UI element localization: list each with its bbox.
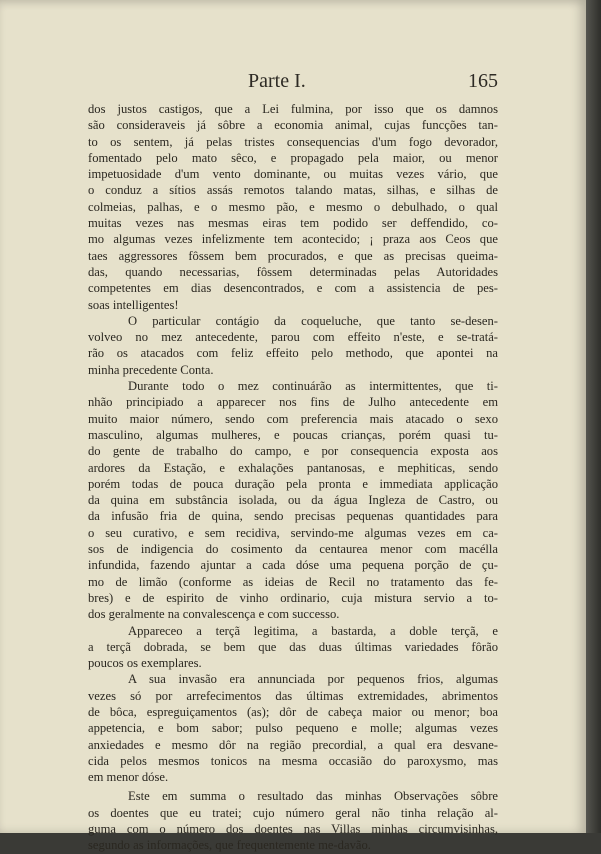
text-line: das, quando necessarias, fôssem determinadas pelas Autoridades	[88, 264, 498, 279]
text-line: nhão principiado a apparecer nos fins de Julho antecedente em	[88, 395, 498, 410]
text-line: vezes só por arrefecimentos das últimas extremidades, abrimentos	[88, 688, 498, 703]
text-line: da quina em substância isolada, ou da água Ingleza de Castro, ou	[88, 493, 498, 508]
text-line: impetuosidade d'um vento dominante, ou muitas vezes vário, que	[88, 167, 498, 182]
text-line: são consideraveis já sôbre a economia animal, cujas funcções tan-	[88, 118, 498, 133]
text-line: em menor dóse.	[88, 770, 169, 785]
text-line: infundida, fazendo ajuntar a cada dóse uma pequena porção de çu-	[88, 558, 498, 573]
text-line: masculino, algumas mulheres, e poucas crianças, porém quasi tu-	[88, 427, 498, 442]
text-line: minha precedente Conta.	[88, 362, 214, 377]
text-line: volveo no mez antecedente, parou com effeito n'este, e se-tratá-	[88, 330, 498, 345]
text-line: da infusão fria de quina, sendo precisas pequenas quantidades para	[88, 509, 498, 524]
text-line: Appareceo a terçã legitima, a bastarda, a doble terçã, e	[128, 623, 498, 638]
text-line: Durante todo o mez continuárão as intermittentes, que ti-	[128, 379, 498, 394]
text-line: mo algumas vezes infelizmente tem acontecido; ¡ praza aos Ceos que	[88, 232, 498, 247]
running-header	[88, 70, 498, 94]
text-line: o conduz a sítios assás remotos talando matas, silhas, e silhas de	[88, 183, 498, 198]
text-line: o seu curativo, e sem recidiva, servindo-me algumas vezes em ca-	[88, 525, 498, 540]
text-line: A sua invasão era annunciada por pequenos frios, algumas	[128, 672, 498, 687]
text-line: os doentes que eu tratei; cujo número geral não tinha relação al-	[88, 805, 498, 820]
text-line: rão os atacados com feliz effeito pelo methodo, que apontei na	[88, 346, 498, 361]
text-line: Este em summa o resultado das minhas Observações sôbre	[128, 789, 498, 804]
text-line: cida pelos mesmos tonicos na mesma occasião do paroxysmo, mas	[88, 753, 498, 768]
text-line: bres) e de espirito de vinho ordinario, cuja mistura servio a to-	[88, 590, 498, 605]
text-line: sos de indigencia do cosimento da centaurea menor com macélla	[88, 542, 498, 557]
text-line: dos geralmente na convalescença e com successo.	[88, 607, 340, 622]
body-text	[88, 101, 498, 854]
text-line: segundo as informações, que frequentemente me-davão.	[88, 838, 371, 853]
text-line: do gente de trabalho do campo, e por consequencia exposta aos	[88, 444, 498, 459]
book-gutter-edge	[586, 0, 601, 833]
text-line: taes aggressores fôssem bem procurados, e que as precisas queima-	[88, 248, 498, 263]
text-line: guma com o número dos doentes nas Villas minhas circumvisinhas,	[88, 822, 498, 837]
text-line: poucos os exemplares.	[88, 656, 202, 671]
text-line: mo de limão (conforme as ideias de Recil no tratamento das fe-	[88, 574, 498, 589]
text-line: ardores da Estação, e exhalações pantanosas, e mephiticas, sendo	[88, 460, 498, 475]
running-title: Parte I.	[248, 70, 306, 92]
text-line: O particular contágio da coqueluche, que tanto se-desen-	[128, 313, 498, 328]
text-line: porém todas de pouca duração pela pronta e immediata applicação	[88, 476, 498, 491]
text-line: de bôca, espreguiçamentos (as); dôr de cabeça maior ou menor; boa	[88, 704, 498, 719]
text-line: competentes em dias desencontrados, e com a assistencia de pes-	[88, 281, 498, 296]
text-line: muitas vezes nas mesmas eiras tem podido ser deffendido, co-	[88, 216, 498, 231]
text-line: appetencia, e bom sabor; pulso pequeno e molle; algumas vezes	[88, 721, 498, 736]
text-line: fomentado pelo mato sêco, e propagado pela maior, ou menor	[88, 150, 498, 165]
text-line: dos justos castigos, que a Lei fulmina, por isso que os damnos	[88, 102, 498, 116]
text-line: soas intelligentes!	[88, 297, 179, 312]
page-number: 165	[468, 70, 498, 92]
text-line: muito maior número, sendo com preferencia mais atacado o sexo	[88, 411, 498, 426]
text-line: a terçã dobrada, se bem que das duas últimas variedades fôrão	[88, 639, 498, 654]
text-line: colmeias, palhas, e o mesmo pão, e mesmo o debulhado, o qual	[88, 199, 498, 214]
text-line: to os sentem, já pelas tristes consequencias d'um fogo devorador,	[88, 134, 498, 149]
text-line: anxiedades e mesmo dôr na região precordial, a qual era desvane-	[88, 737, 498, 752]
